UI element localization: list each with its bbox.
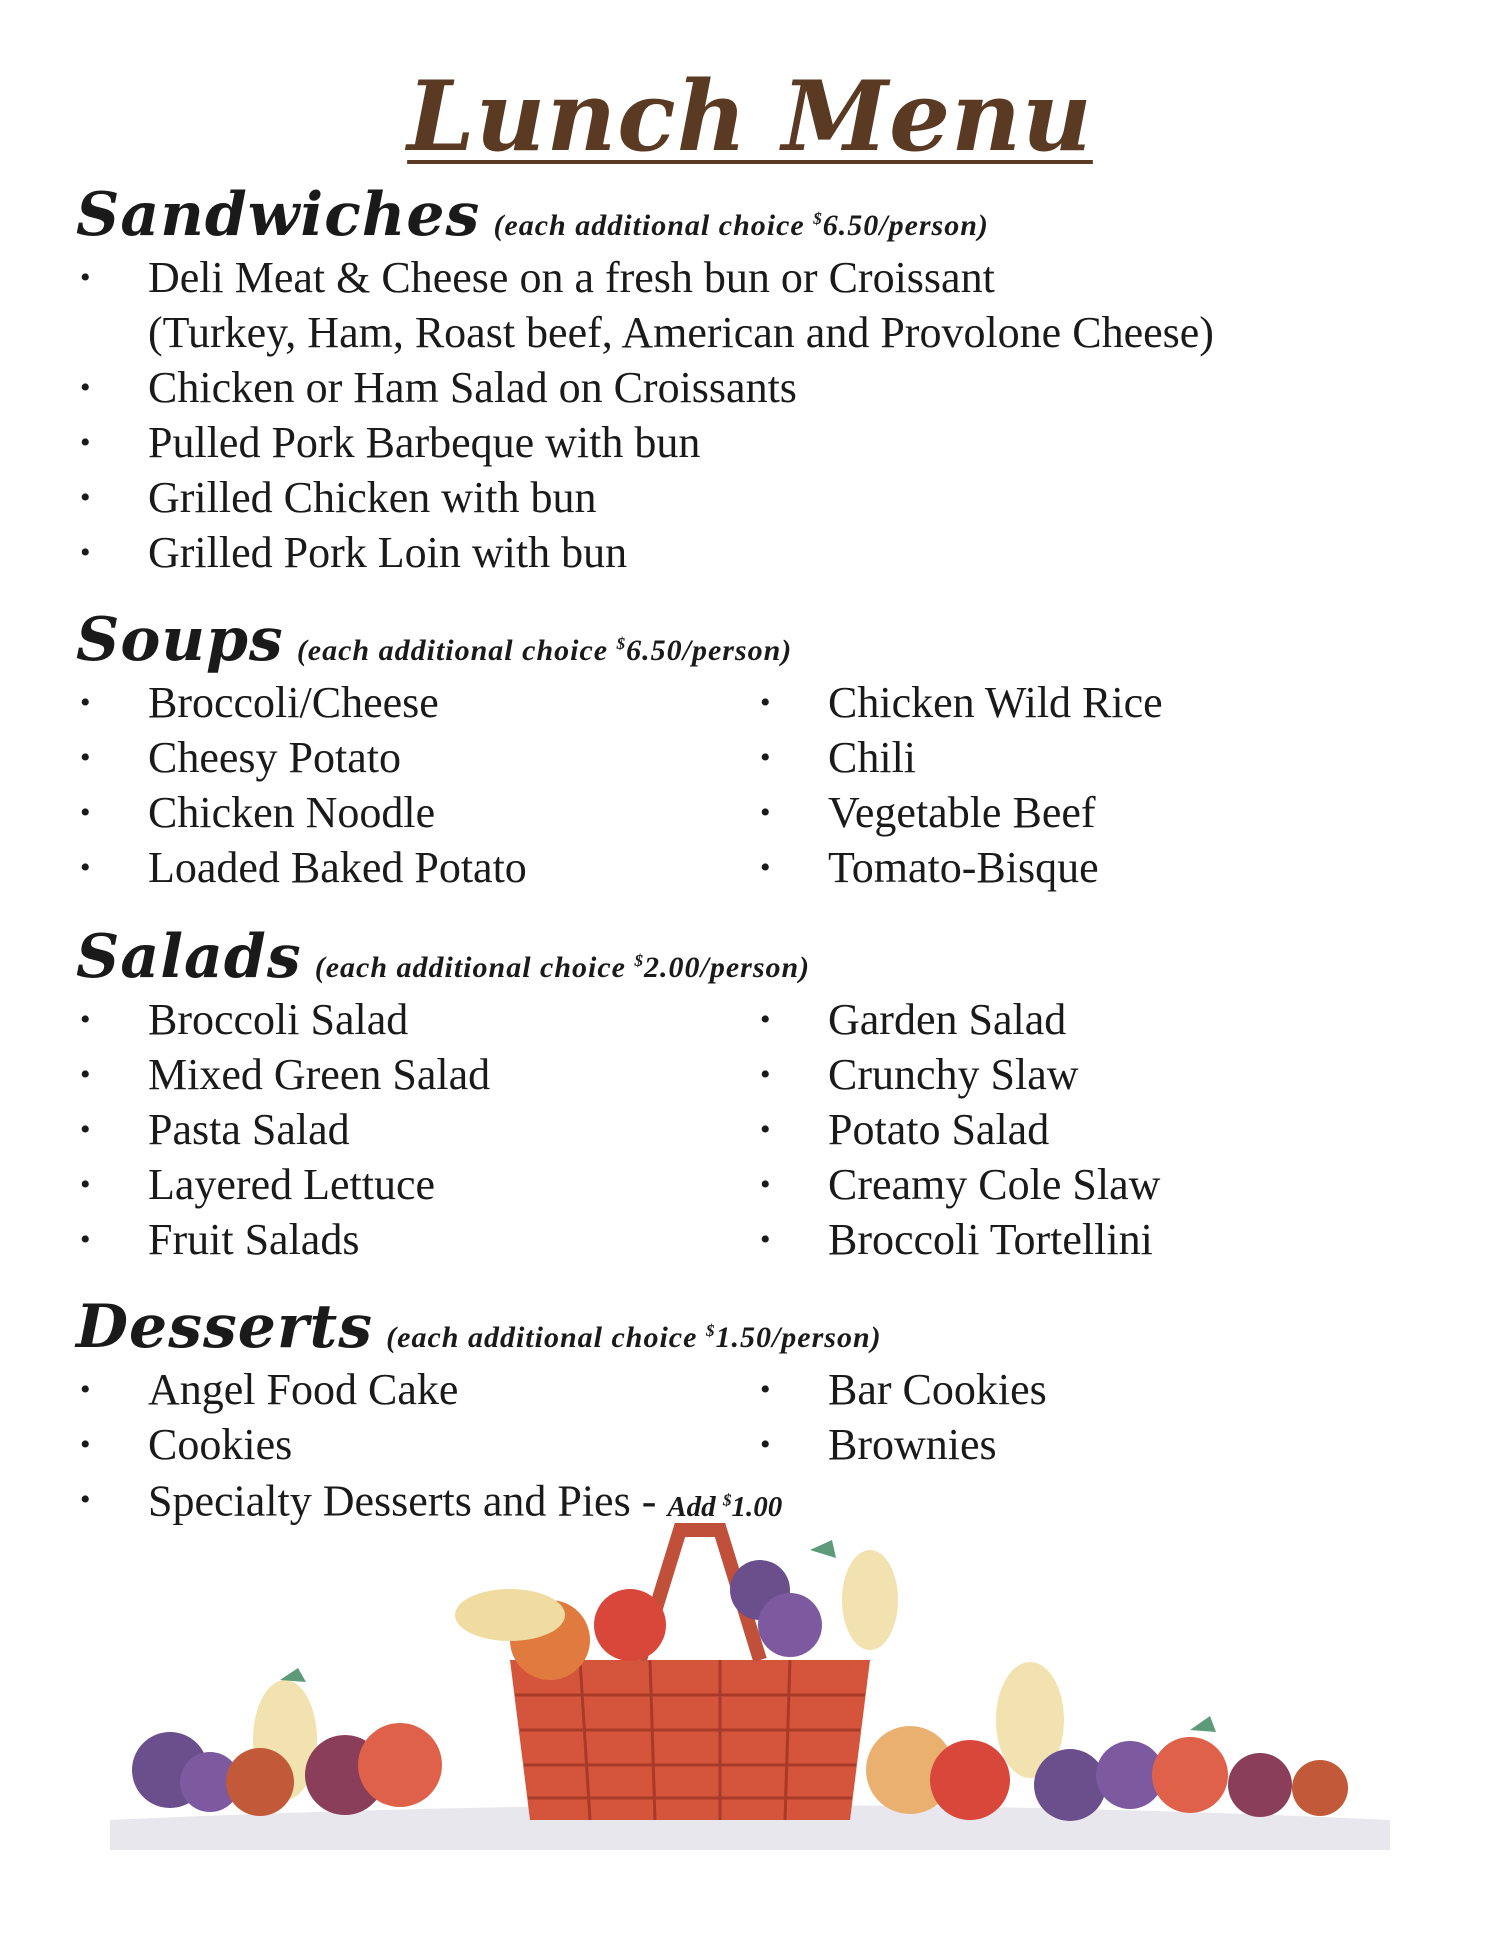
- list-item: • Broccoli Salad: [80, 995, 409, 1044]
- desserts-list-right: [756, 1362, 1436, 1472]
- list-item: • Creamy Cole Slaw: [760, 1160, 1161, 1209]
- list-item: • Potato Salad: [760, 1105, 1050, 1154]
- soups-list-right: [756, 675, 1436, 895]
- list-item: • Crunchy Slaw: [760, 1050, 1079, 1099]
- apple-left-2: [358, 1723, 442, 1807]
- section-sandwiches: [76, 180, 1436, 580]
- list-item: • Tomato-Bisque: [760, 843, 1099, 892]
- list-item: • Chicken or Ham Salad on Croissants: [80, 363, 797, 412]
- list-item: • Brownies: [760, 1420, 997, 1469]
- plum-right: [1228, 1753, 1292, 1817]
- desserts-columns: [76, 1362, 1436, 1472]
- sandwiches-price-note: (each additional choice $6.50/person): [493, 209, 989, 242]
- desserts-list-left: [76, 1362, 756, 1472]
- list-item: • Broccoli/Cheese: [80, 678, 439, 727]
- list-item: • Pulled Pork Barbeque with bun: [80, 418, 701, 467]
- apple-left: [226, 1748, 294, 1816]
- banana-in-basket: [455, 1589, 565, 1641]
- salads-list-left: [76, 992, 756, 1267]
- apple-right: [930, 1740, 1010, 1820]
- list-item: • Broccoli Tortellini: [760, 1215, 1153, 1264]
- desserts-heading: [76, 1292, 1436, 1362]
- list-item: • Layered Lettuce: [80, 1160, 436, 1209]
- list-item: • Vegetable Beef: [760, 788, 1096, 837]
- specialty-addon-price: Add $1.00: [667, 1490, 783, 1523]
- list-item: • Grilled Chicken with bun: [80, 473, 597, 522]
- list-item: • Garden Salad: [760, 995, 1067, 1044]
- list-item: • Chicken Wild Rice: [760, 678, 1163, 727]
- sandwiches-list: [76, 250, 1436, 580]
- salads-columns: [76, 992, 1436, 1267]
- list-item: • Bar Cookies: [760, 1365, 1047, 1414]
- pear-in-basket: [842, 1550, 898, 1650]
- sandwich-fillings-note: (Turkey, Ham, Roast beef, American and Provolone Cheese): [148, 308, 1214, 357]
- menu-title-wrap: [0, 60, 1500, 173]
- desserts-price-note: (each additional choice $1.50/person): [386, 1321, 882, 1354]
- list-item: • Cookies: [80, 1420, 293, 1469]
- list-item: • Mixed Green Salad: [80, 1050, 491, 1099]
- soups-heading: [76, 605, 1436, 675]
- list-item: • Loaded Baked Potato: [80, 843, 527, 892]
- leaf-right: [1190, 1716, 1216, 1732]
- grapes-in-basket-2: [758, 1593, 822, 1657]
- list-item: • Deli Meat & Cheese on a fresh bun or Croissant (Turkey, Ham, Roast beef, American and Provolone Cheese): [80, 253, 1214, 357]
- apple-right-2: [1152, 1737, 1228, 1813]
- section-salads: [76, 922, 1436, 1267]
- salads-price-note: (each additional choice $2.00/person): [314, 951, 811, 984]
- list-item: • Angel Food Cake: [80, 1365, 459, 1414]
- grapes-right: [1034, 1749, 1106, 1821]
- list-item: • Pasta Salad: [80, 1105, 350, 1154]
- list-item: • Grilled Pork Loin with bun: [80, 528, 628, 577]
- apple-right-3: [1292, 1760, 1348, 1816]
- sandwiches-title: Sandwiches: [76, 180, 481, 250]
- desserts-title: Desserts: [76, 1292, 374, 1362]
- salads-list-right: [756, 992, 1436, 1267]
- sandwiches-heading: [76, 180, 1436, 250]
- basket-body: [510, 1660, 870, 1820]
- list-item: • Fruit Salads: [80, 1215, 360, 1264]
- apple-in-basket: [594, 1589, 666, 1661]
- soups-price-note: (each additional choice $6.50/person): [296, 634, 793, 667]
- leaf-basket: [810, 1540, 836, 1558]
- leaf-left: [280, 1668, 306, 1682]
- soups-list-left: [76, 675, 756, 895]
- section-soups: [76, 605, 1436, 895]
- salads-title: Salads: [76, 922, 302, 992]
- menu-title: Lunch Menu: [407, 60, 1093, 173]
- soups-columns: [76, 675, 1436, 895]
- list-item: • Chili: [760, 733, 917, 782]
- list-item: • Cheesy Potato: [80, 733, 401, 782]
- soups-title: Soups: [76, 605, 284, 675]
- fruit-basket-illustration: [110, 1520, 1390, 1850]
- list-item: • Specialty Desserts and Pies - Add $1.00: [80, 1476, 783, 1526]
- section-desserts: [76, 1292, 1436, 1535]
- salads-heading: [76, 922, 1436, 992]
- list-item: • Chicken Noodle: [80, 788, 436, 837]
